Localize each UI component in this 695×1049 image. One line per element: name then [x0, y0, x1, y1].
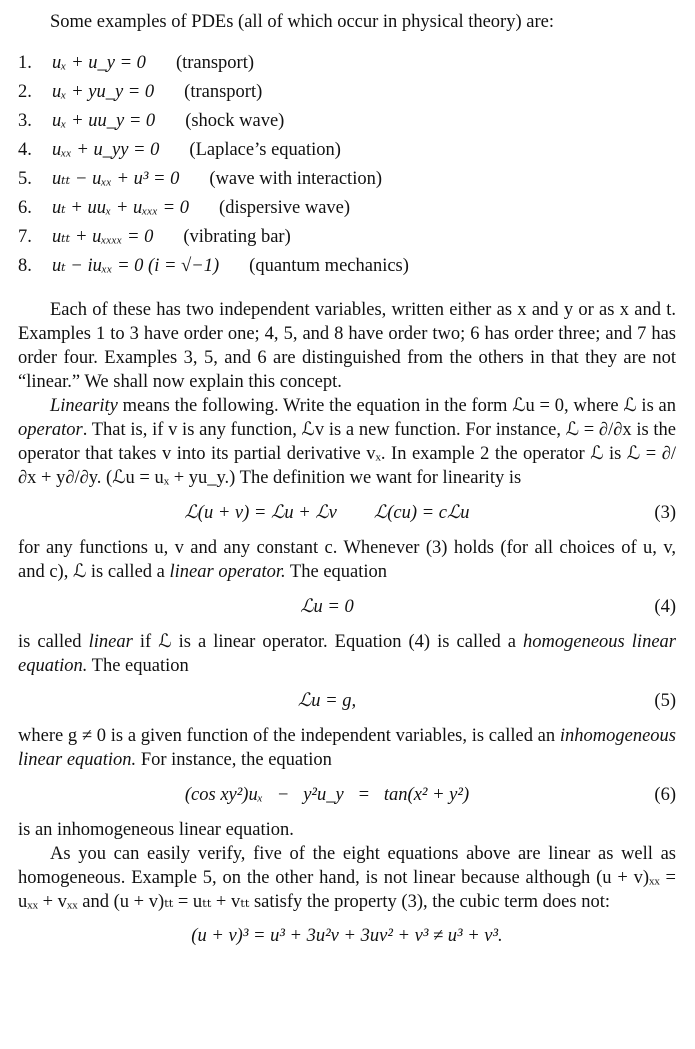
term-inhomogeneous-linear-equation: inhomogeneous linear equation. [18, 726, 676, 770]
equation-5-tag: (5) [654, 691, 676, 711]
equation-3 [18, 498, 676, 528]
example-equation: uₜₜ − uₓₓ + u³ = 0 [52, 168, 180, 189]
equation-6-content: (cos xy²)uₓ − y²u_y = tan(x² + y²) [184, 785, 470, 805]
example-description: (quantum mechanics) [249, 255, 409, 276]
equation-cubic: (u + v)³ = u³ + 3u²v + 3uv² + v³ ≠ u³ + v³. [191, 926, 503, 946]
term-operator: operator [18, 420, 83, 440]
equation-6-tag: (6) [654, 785, 676, 805]
example-equation: uₜ + uuₓ + uₓₓₓ = 0 [52, 197, 190, 218]
equation-4-tag: (4) [654, 597, 676, 617]
example-number: 3. [18, 110, 32, 131]
paragraph-variables: Each of these has two independent variables, written either as x and y or as x and t. Examples 1 to 3 have order one; 4, 5, and 8 have order two; 6 has order three; and 7 has order four. Examples 3, 5, and 6 are distinguished from the others in that they are not “linear.” We shall now explain this concept. [18, 300, 676, 392]
list-item [18, 222, 676, 251]
term-homogeneous-linear-equation: homogeneous linear equation. [18, 632, 676, 676]
equation-6 [18, 780, 676, 810]
list-item [18, 164, 676, 193]
example-equation: uₜ − iuₓₓ = 0 (i = √−1) [52, 255, 220, 276]
list-item [18, 77, 676, 106]
paragraph-inhomogeneous-text-a: where g ≠ 0 is a given function of the independent variables, is called an [18, 726, 560, 746]
example-number: 2. [18, 81, 32, 102]
list-item [18, 251, 676, 280]
paragraph-inhomogeneous [18, 724, 676, 772]
paragraph-homogeneous-text-c: The equation [87, 656, 189, 676]
example-description: (dispersive wave) [219, 197, 351, 218]
paragraph-linear-operator-text-b: The equation [285, 562, 388, 582]
example-description: (wave with interaction) [209, 168, 382, 189]
paragraph-example-inhomogeneous: is an inhomogeneous linear equation. [18, 820, 294, 840]
paragraph-inhomogeneous-text-b: For instance, the equation [136, 750, 332, 770]
list-item [18, 135, 676, 164]
intro-text: Some examples of PDEs (all of which occur in physical theory) are: [50, 12, 554, 32]
paragraph-linearity [18, 394, 676, 490]
equation-5 [18, 686, 676, 716]
paragraph-homogeneous-text-b: if ℒ is a linear operator. Equation (4) is called a [132, 632, 524, 652]
equation-3-tag: (3) [654, 503, 676, 523]
example-equation: uₓ + uu_y = 0 [52, 110, 156, 131]
examples-list [18, 48, 676, 280]
list-item [18, 48, 676, 77]
equation-4 [18, 592, 676, 622]
example-equation: uₓ + yu_y = 0 [52, 81, 155, 102]
example-number: 5. [18, 168, 32, 189]
list-item [18, 193, 676, 222]
example-equation: uₜₜ + uₓₓₓₓ = 0 [52, 226, 154, 247]
example-number: 6. [18, 197, 32, 218]
example-description: (shock wave) [185, 110, 285, 131]
term-linear-operator: linear operator. [169, 562, 286, 582]
example-number: 1. [18, 52, 32, 73]
example-number: 8. [18, 255, 32, 276]
paragraph-linear-operator [18, 536, 676, 584]
example-number: 7. [18, 226, 32, 247]
example-description: (Laplace’s equation) [189, 139, 341, 160]
paragraph-homogeneous [18, 630, 676, 678]
equation-4-content: ℒu = 0 [300, 597, 354, 617]
list-item [18, 106, 676, 135]
paragraph-linearity-text-b: . That is, if v is any function, ℒv is a new function. For instance, ℒ = ∂/∂x is the operator that takes v into its partial derivative vₓ. In example 2 the operator ℒ is ℒ = ∂/∂x + y∂/∂y. (ℒu = uₓ + yu_y.) The definition we want for linearity is [18, 420, 676, 488]
equation-5-content: ℒu = g, [297, 691, 357, 711]
equation-3-content: ℒ(u + v) = ℒu + ℒv ℒ(cu) = cℒu [184, 503, 470, 523]
example-equation: uₓ + u_y = 0 [52, 52, 146, 73]
example-equation: uₓₓ + u_yy = 0 [52, 139, 160, 160]
example-description: (vibrating bar) [183, 226, 291, 247]
term-linearity: Linearity [50, 396, 118, 416]
page [18, 10, 676, 948]
paragraph-linearity-text-a: means the following. Write the equation in the form ℒu = 0, where ℒ is an [117, 396, 676, 416]
paragraph-linear-operator-text-a: for any functions u, v and any constant c. Whenever (3) holds (for all choices of u, v, and c), ℒ is called a [18, 538, 676, 582]
term-linear: linear [88, 632, 133, 652]
paragraph-verify: As you can easily verify, five of the eight equations above are linear as well as homogeneous. Example 5, on the other hand, is not linear because although (u + v)ₓₓ = uₓₓ + vₓₓ and (u + v)ₜₜ = uₜₜ + vₜₜ satisfy the property (3), the cubic term does not: [18, 844, 676, 912]
example-description: (transport) [184, 81, 263, 102]
example-number: 4. [18, 139, 32, 160]
example-description: (transport) [175, 52, 255, 73]
paragraph-homogeneous-text-a: is called [18, 632, 89, 652]
